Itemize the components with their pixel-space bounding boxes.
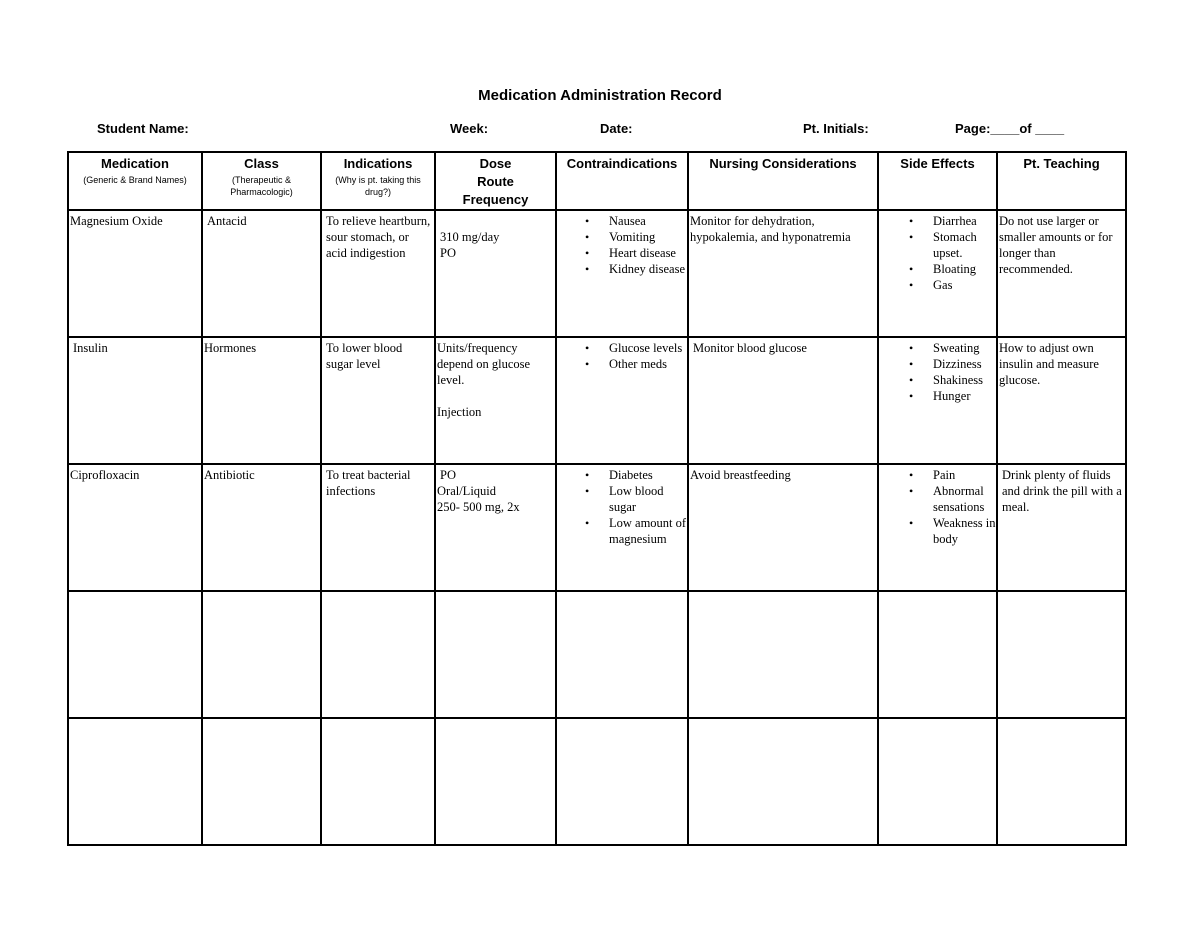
- column-header-label: Medication: [101, 156, 169, 171]
- cell-contraindications[interactable]: [556, 718, 688, 845]
- column-header-label-frequency: Frequency: [462, 192, 529, 207]
- cell-contraindications[interactable]: [556, 210, 688, 337]
- cell-text: Oral/Liquid: [437, 484, 497, 498]
- cell-nursing-considerations[interactable]: [688, 591, 878, 718]
- list-item: • Weakness in body: [933, 515, 996, 547]
- cell-dose[interactable]: [435, 591, 556, 718]
- column-header-subtitle: (Generic & Brand Names): [83, 175, 187, 185]
- column-header-pt-teaching: [997, 152, 1126, 210]
- cell-class[interactable]: [202, 718, 321, 845]
- cell-pt-teaching[interactable]: [997, 591, 1126, 718]
- page-title: Medication Administration Record: [478, 87, 722, 104]
- list-item: • Pain: [933, 467, 996, 483]
- table-row: [68, 464, 1126, 591]
- column-header-label: Pt. Teaching: [1023, 156, 1100, 171]
- cell-text: Monitor for dehydration, hypokalemia, and hyponatremia: [690, 214, 851, 244]
- column-header-label: Side Effects: [900, 156, 975, 171]
- cell-text: Antacid: [207, 214, 247, 228]
- cell-text: 310 mg/day: [440, 230, 500, 244]
- cell-text: Monitor blood glucose: [693, 341, 807, 355]
- cell-dose[interactable]: [435, 210, 556, 337]
- cell-side-effects[interactable]: [878, 464, 997, 591]
- cell-medication[interactable]: [68, 464, 202, 591]
- cell-side-effects[interactable]: [878, 337, 997, 464]
- cell-dose[interactable]: [435, 464, 556, 591]
- cell-nursing-considerations[interactable]: [688, 718, 878, 845]
- cell-class[interactable]: [202, 464, 321, 591]
- column-header-label: Class: [244, 156, 279, 171]
- cell-text: Hormones: [204, 341, 257, 355]
- student-name-label: Student Name:: [97, 121, 189, 136]
- cell-nursing-considerations[interactable]: [688, 210, 878, 337]
- column-header-subtitle: (Why is pt. taking this drug?): [335, 175, 421, 197]
- column-header-indications: [321, 152, 435, 210]
- cell-text: Antibiotic: [204, 468, 255, 482]
- cell-pt-teaching[interactable]: [997, 464, 1126, 591]
- cell-contraindications[interactable]: [556, 464, 688, 591]
- cell-text: Do not use larger or smaller amounts or for longer than recommended.: [999, 214, 1113, 276]
- date-label: Date:: [600, 121, 633, 136]
- page-number-label: Page:____of ____: [955, 121, 1065, 136]
- cell-text: PO: [440, 468, 456, 482]
- cell-text: Ciprofloxacin: [70, 468, 140, 482]
- table-row: [68, 210, 1126, 337]
- list-item: • Sweating: [933, 340, 996, 356]
- list-item: • Vomiting: [609, 229, 687, 245]
- list-item: • Dizziness: [933, 356, 996, 372]
- cell-text: Magnesium Oxide: [70, 214, 163, 228]
- table-row-empty: [68, 718, 1126, 845]
- column-header-dose: [435, 152, 556, 210]
- list-item: • Heart disease: [609, 245, 687, 261]
- cell-indications[interactable]: [321, 718, 435, 845]
- column-header-label: Dose: [479, 156, 512, 171]
- cell-text: Insulin: [73, 341, 108, 355]
- cell-contraindications[interactable]: [556, 591, 688, 718]
- cell-text: Avoid breastfeeding: [690, 468, 791, 482]
- table-header-row: [68, 152, 1126, 210]
- contraindications-list: [557, 467, 687, 547]
- cell-side-effects[interactable]: [878, 591, 997, 718]
- column-header-subtitle: (Therapeutic & Pharmacologic): [230, 175, 293, 197]
- list-item: • Low amount of magnesium: [609, 515, 687, 547]
- column-header-medication: [68, 152, 202, 210]
- cell-text: PO: [440, 246, 456, 260]
- list-item: • Diabetes: [609, 467, 687, 483]
- cell-text: To treat bacterial infections: [326, 468, 411, 498]
- list-item: • Shakiness: [933, 372, 996, 388]
- list-item: • Low blood sugar: [609, 483, 687, 515]
- cell-pt-teaching[interactable]: [997, 210, 1126, 337]
- cell-dose[interactable]: [435, 337, 556, 464]
- contraindications-list: [557, 213, 687, 277]
- list-item: • Nausea: [609, 213, 687, 229]
- cell-dose[interactable]: [435, 718, 556, 845]
- column-header-nursing-considerations: [688, 152, 878, 210]
- cell-class[interactable]: [202, 337, 321, 464]
- list-item: • Abnormal sensations: [933, 483, 996, 515]
- cell-indications[interactable]: [321, 210, 435, 337]
- cell-text: 250- 500 mg, 2x: [437, 500, 520, 514]
- column-header-label: Indications: [343, 156, 413, 171]
- column-header-label: Nursing Considerations: [709, 156, 857, 171]
- column-header-label: Contraindications: [566, 156, 678, 171]
- list-item: • Glucose levels: [609, 340, 687, 356]
- list-item: • Other meds: [609, 356, 687, 372]
- cell-text: How to adjust own insulin and measure glucose.: [999, 341, 1099, 387]
- list-item: • Gas: [933, 277, 996, 293]
- list-item: • Stomach upset.: [933, 229, 996, 261]
- cell-contraindications[interactable]: [556, 337, 688, 464]
- side-effects-list: [879, 467, 996, 547]
- cell-text: Units/frequency depend on glucose level.: [437, 341, 531, 387]
- cell-text: Drink plenty of fluids and drink the pill with a meal.: [1002, 468, 1122, 514]
- table-row: [68, 337, 1126, 464]
- cell-nursing-considerations[interactable]: [688, 464, 878, 591]
- cell-indications[interactable]: [321, 591, 435, 718]
- list-item: • Hunger: [933, 388, 996, 404]
- week-label: Week:: [450, 121, 489, 136]
- cell-class[interactable]: [202, 591, 321, 718]
- column-header-label-route: Route: [477, 174, 514, 189]
- cell-text: To lower blood sugar level: [326, 341, 403, 371]
- cell-indications[interactable]: [321, 337, 435, 464]
- cell-text: To relieve heartburn, sour stomach, or acid indigestion: [326, 214, 431, 260]
- cell-pt-teaching[interactable]: [997, 337, 1126, 464]
- column-header-contraindications: [556, 152, 688, 210]
- cell-indications[interactable]: [321, 464, 435, 591]
- side-effects-list: [879, 340, 996, 404]
- pt-initials-label: Pt. Initials:: [803, 121, 869, 136]
- cell-class[interactable]: [202, 210, 321, 337]
- column-header-side-effects: [878, 152, 997, 210]
- cell-medication[interactable]: [68, 591, 202, 718]
- cell-medication[interactable]: [68, 337, 202, 464]
- cell-pt-teaching[interactable]: [997, 718, 1126, 845]
- cell-medication[interactable]: [68, 210, 202, 337]
- contraindications-list: [557, 340, 687, 372]
- cell-nursing-considerations[interactable]: [688, 337, 878, 464]
- table-row-empty: [68, 591, 1126, 718]
- list-item: • Diarrhea: [933, 213, 996, 229]
- list-item: • Bloating: [933, 261, 996, 277]
- cell-side-effects[interactable]: [878, 210, 997, 337]
- column-header-class: [202, 152, 321, 210]
- side-effects-list: [879, 213, 996, 293]
- list-item: • Kidney disease: [609, 261, 687, 277]
- cell-medication[interactable]: [68, 718, 202, 845]
- medication-record-table: [67, 151, 1127, 846]
- cell-side-effects[interactable]: [878, 718, 997, 845]
- cell-text: Injection: [437, 405, 482, 419]
